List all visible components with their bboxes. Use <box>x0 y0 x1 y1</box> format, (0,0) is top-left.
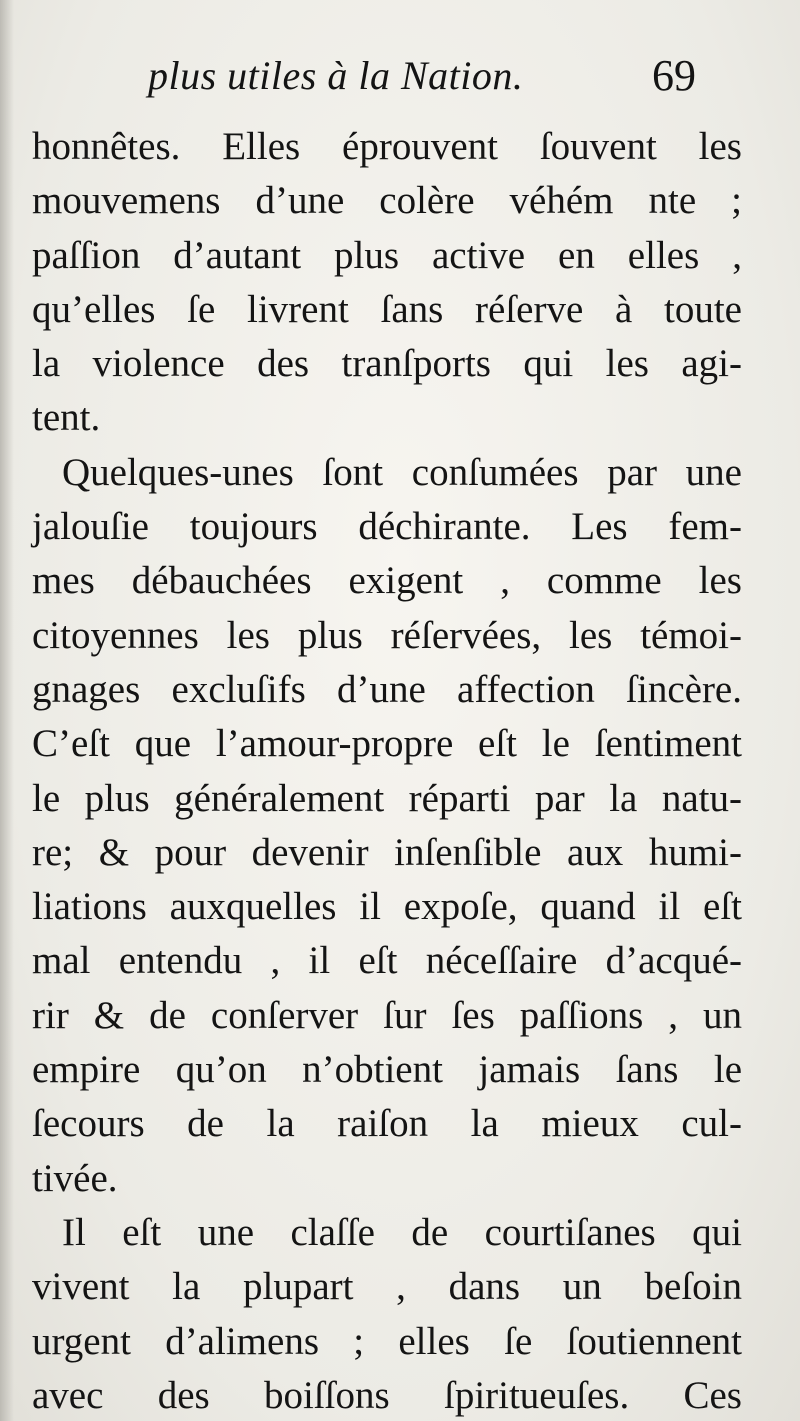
text-line: tent. <box>32 396 101 440</box>
text-line: vivent la plupart , dans un beſoin <box>32 1265 742 1309</box>
text-line: paſſion d’autant plus active en elles , <box>32 233 742 277</box>
text-line: jalouſie toujours déchirante. Les fem- <box>32 505 742 549</box>
text-line: Il eſt une claſſe de courtiſanes qui <box>62 1210 742 1254</box>
text-line: urgent d’alimens ; elles ſe ſoutiennent <box>32 1319 742 1363</box>
text-line: avec des boiſſons ſpiritueuſes. Ces <box>32 1373 742 1417</box>
page-gutter-shadow <box>0 0 14 1421</box>
text-line: rir & de conſerver ſur ſes paſſions , un <box>32 993 742 1037</box>
text-line: honnêtes. Elles éprouvent ſouvent les <box>32 125 742 168</box>
text-line: mes débauchées exigent , comme les <box>32 559 742 603</box>
running-head: plus utiles à la Nation. <box>148 53 524 98</box>
page-number: 69 <box>652 51 696 100</box>
text-line: gnages excluſifs d’une affection ſincère. <box>32 667 742 711</box>
body-text <box>32 120 742 1421</box>
text-line: C’eſt que l’amour-propre eſt le ſentiment <box>32 722 742 766</box>
text-line: citoyennes les plus réſervées, les témoi- <box>32 613 742 657</box>
text-line: empire qu’on n’obtient jamais ſans le <box>32 1048 742 1092</box>
text-line: mouvemens d’une colère véhém nte ; <box>32 179 742 223</box>
text-line: liations auxquelles il expoſe, quand il eſt <box>32 885 742 929</box>
page-header <box>0 50 800 110</box>
text-line: tivée. <box>32 1156 118 1200</box>
text-line: re; & pour devenir inſenſible aux humi- <box>32 830 742 874</box>
text-line: la violence des tranſports qui les agi- <box>32 342 742 386</box>
text-line: mal entendu , il eſt néceſſaire d’acqué- <box>32 939 742 983</box>
text-line: qu’elles ſe livrent ſans réſerve à toute <box>32 287 742 331</box>
text-line: Quelques-unes ſont conſumées par une <box>62 450 742 494</box>
text-line: le plus généralement réparti par la natu- <box>32 776 742 820</box>
text-line: ſecours de la raiſon la mieux cul- <box>32 1102 742 1146</box>
